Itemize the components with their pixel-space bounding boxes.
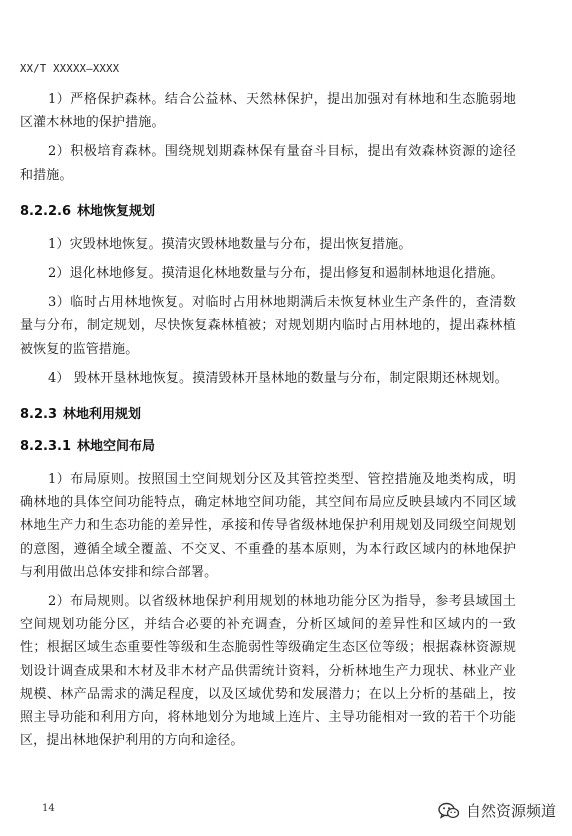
section-number: 8.2.2.6: [20, 203, 71, 219]
paragraph-disaster-restoration: 1）灾毁林地恢复。摸清灾毁林地数量与分布，提出恢复措施。: [48, 236, 412, 252]
wechat-icon: [438, 802, 460, 820]
paragraph-layout-rule: 2）布局规则。以省级林地保护利用规划的林地功能分区为指导，参考县域国土空间规划功能分区，并结合必要的补充调查，分析区域间的差异性和区域内的一致性；根据区域生态重要性等级和生态脆弱性等级确定生态区位等级；根据森林资源规划设计调查成果和木材及非木材产品供需统计资料，分析林地生产力现状、林业产业规模、林产品需求的满足程度，以及区域优势和发展潜力；在以上分析的基础上，按照主导功能和利用方向，将林地划分为地域上连片、主导功能相对一致的若干个功能区，提出林地保护利用的方向和途径。: [20, 594, 516, 749]
section-heading-8226: [20, 201, 516, 223]
section-title: 林地恢复规划: [77, 203, 156, 219]
document-code: XX/T XXXXX—XXXX: [20, 63, 120, 75]
paragraph-cultivate-forest: 2）积极培育森林。围绕规划期森林保有量奋斗目标，提出有效森林资源的途径和措施。: [20, 144, 516, 183]
section-heading-823: [20, 404, 516, 426]
document-body: [20, 88, 516, 758]
section-heading-8231: [20, 436, 516, 458]
section-title: 林地空间布局: [77, 439, 156, 455]
section-number: 8.2.3: [20, 407, 58, 423]
paragraph-temporary-occupation: 3）临时占用林地恢复。对临时占用林地期满后未恢复林业生产条件的，查清数量与分布，制定规划，尽快恢复森林植被；对规划期内临时占用林地的，提出森林植被恢复的监管措施。: [20, 295, 516, 357]
page-number: 14: [42, 803, 55, 814]
watermark: [438, 800, 556, 821]
watermark-text: 自然资源频道: [465, 802, 556, 820]
section-title: 林地利用规划: [63, 407, 142, 423]
paragraph-degraded-restoration: 2）退化林地修复。摸清退化林地数量与分布，提出修复和遏制林地退化措施。: [48, 266, 504, 282]
paragraph-layout-principle: 1）布局原则。按照国土空间规划分区及其管控类型、管控措施及地类构成，明确林地的具体空间功能特点，确定林地空间功能，其空间布局应反映县域内不同区域林地生产力和生态功能的差异性，承接和传导省级林地保护利用规划及同级空间规划的意图，遵循全域全覆盖、不交叉、不重叠的基本原则，为本行政区域内的林地保护与利用做出总体安排和综合部署。: [20, 472, 516, 580]
paragraph-reclamation-restoration: 4） 毁林开垦林地恢复。摸清毁林开垦林地的数量与分布，制定限期还林规划。: [48, 370, 508, 386]
section-number: 8.2.3.1: [20, 439, 71, 455]
paragraph-strict-protection: 1）严格保护森林。结合公益林、天然林保护，提出加强对有林地和生态脆弱地区灌木林地的保护措施。: [20, 92, 516, 131]
